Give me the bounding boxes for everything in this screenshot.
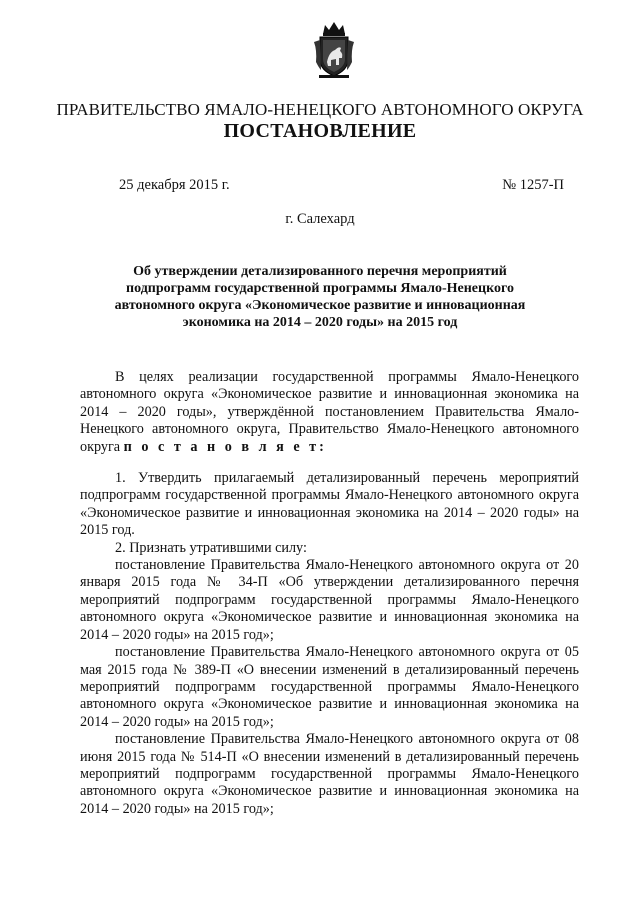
item-1: 1. Утвердить прилагаемый детализированный перечень мероприятий подпрограмм государственной программы Ямало-Ненецкого автономного округа «Экономическое развитие и инновационная экономика на 2014 – 2020 годы» на 2015 год. <box>80 470 579 539</box>
document-date: 25 декабря 2015 г. <box>119 177 230 193</box>
repealed-item-3: постановление Правительства Ямало-Ненецкого автономного округа от 08 июня 2015 года № 514-П «О внесении изменений в детализированный перечень мероприятий подпрограмм государственной программы Ямало-Ненецкого автономного округа «Экономическое развитие и инновационная экономика на 2014 – 2020 годы» на 2015 год»; <box>80 731 579 817</box>
repealed-item-2: постановление Правительства Ямало-Ненецкого автономного округа от 05 мая 2015 года № 389-П «О внесении изменений в детализированный перечень мероприятий подпрограмм государственной программы Ямало-Ненецкого автономного округа «Экономическое развитие и инновационная экономика на 2014 – 2020 годы» на 2015 год»; <box>80 644 579 730</box>
document-body <box>80 369 579 818</box>
document-title <box>110 263 530 331</box>
resolves-word: п о с т а н о в л я е т: <box>123 438 327 455</box>
title-line: Об утверждении детализированного перечня мероприятий <box>133 264 507 279</box>
coat-of-arms-icon <box>311 20 357 80</box>
document-type: ПОСТАНОВЛЕНИЕ <box>223 120 417 142</box>
repealed-item-1: постановление Правительства Ямало-Ненецкого автономного округа от 20 января 2015 года № 34-П «Об утверждении детализированного перечня мероприятий подпрограмм государственной программы Ямало-Ненецкого автономного округа «Экономическое развитие и инновационная экономика на 2014 – 2020 годы» на 2015 год»; <box>80 557 579 643</box>
title-line: экономика на 2014 – 2020 годы» на 2015 год <box>182 315 458 330</box>
item-2: 2. Признать утратившими силу: <box>115 539 307 556</box>
document-city: г. Салехард <box>285 211 355 227</box>
preamble-text: В целях реализации государственной программы Ямало-Ненецкого автономного округа «Экономическое развитие и инновационная экономика на 2014 – 2020 годы», утверждённой постановлением Правительства Ямало-Ненецкого автономного округа, Правительство Ямало-Ненецкого автономного округа <box>80 369 579 455</box>
preamble-paragraph <box>80 369 579 456</box>
organization-name: ПРАВИТЕЛЬСТВО ЯМАЛО-НЕНЕЦКОГО АВТОНОМНОГО ОКРУГА <box>56 100 584 119</box>
document-number: № 1257-П <box>502 177 564 193</box>
title-line: автономного округа «Экономическое развитие и инновационная <box>114 298 526 313</box>
title-line: подпрограмм государственной программы Ямало-Ненецкого <box>126 281 514 296</box>
